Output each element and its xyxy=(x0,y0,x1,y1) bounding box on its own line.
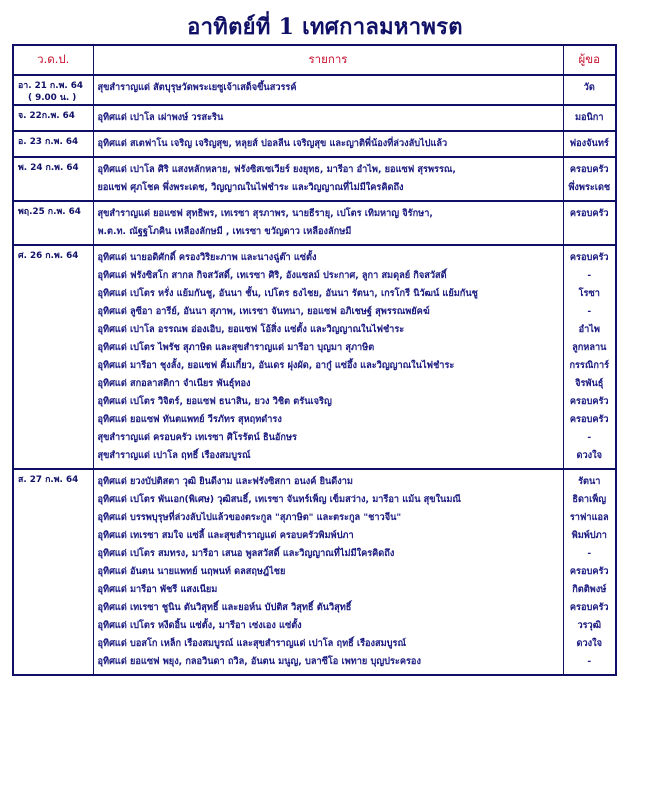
table-row xyxy=(13,105,616,131)
date-text: จ. 22ก.พ. 64 xyxy=(18,111,75,121)
requester-name: จิรพันธุ์ xyxy=(575,378,604,389)
intention-line: อุทิศแด่ สกอลาสติกา จำเนียร พันธุ์ทอง xyxy=(97,378,251,389)
requester-cell xyxy=(563,201,616,245)
intention-line: พ.ต.ท. ณัฐฐโภคิน เหลืองลักษมี , เทเรซา ขวัญดาว เหลืองลักษมี xyxy=(97,226,352,237)
requester-name: - xyxy=(587,656,592,667)
intention-line: สุขสำราญแด่ ครอบครัว เทเรซา ศิโรรัตน์ ธินอักษร xyxy=(97,432,297,443)
date-text: อ. 23 ก.พ. 64 xyxy=(18,137,79,147)
table-row xyxy=(13,157,616,201)
requester-cell xyxy=(563,469,616,675)
intention-line: สุขสำราญแด่ สัตบุรุษวัดพระเยซูเจ้าเสด็จขึ้นสวรรค์ xyxy=(97,82,297,93)
requester-name: ครอบครัว xyxy=(569,566,609,577)
intention-line: อุทิศแด่ บอสโก เหล็ก เรืองสมบูรณ์ และสุขสำราญแด่ เปาโล ฤทธิ์ เรืองสมบูรณ์ xyxy=(97,638,406,649)
date-text: ศ. 26 ก.พ. 64 xyxy=(18,251,79,261)
date-cell xyxy=(13,201,93,245)
table-row xyxy=(13,75,616,105)
requester-name: - xyxy=(587,548,592,559)
intention-line: อุทิศแด่ ยอแซฟ พยุง, กลอวินดา ถวิล, อันตน มนูญ, บลาซีโอ เพทาย บุญประครอง xyxy=(97,656,421,667)
requester-name: ดวงใจ xyxy=(576,638,602,649)
requester-cell xyxy=(563,245,616,469)
table-row xyxy=(13,201,616,245)
date-cell xyxy=(13,105,93,131)
date-text: พ. 24 ก.พ. 64 xyxy=(18,163,79,173)
table-row xyxy=(13,469,616,675)
requester-name: มอนิกา xyxy=(574,112,604,123)
intention-line: อุทิศแด่ ลูซีอา อารีย์, อันนา สุภาพ, เทเรซา จันทนา, ยอแซฟ อภิเชษฐ์ สุพรรณพยัคฆ์ xyxy=(97,306,430,317)
intention-line: อุทิศแด่ เปโตร หรั่ง แย้มกันชู, อันนา ชั้น, เปโตร ธงไชย, อันนา รัตนา, เกรโกรี นิวัฒน์ แย้มกันชู xyxy=(97,288,478,299)
items-cell xyxy=(93,469,563,675)
date-cell xyxy=(13,469,93,675)
intention-line: อุทิศแด่ เปโตร ไพรัช สุภาษิต และสุขสำราญแด่ มารีอา บุญมา สุภาษิต xyxy=(97,342,375,353)
items-cell xyxy=(93,75,563,105)
date-text: พฤ.25 ก.พ. 64 xyxy=(18,207,81,217)
date-text: ส. 27 ก.พ. 64 xyxy=(18,475,79,485)
intention-line: อุทิศแด่ นายอดิศักดิ์ ครองวิริยะภาพ และนางฉู่ต๊า แซ่ตั้ง xyxy=(97,252,317,263)
header-items: รายการ xyxy=(93,45,563,75)
requester-name: วัด xyxy=(583,82,595,93)
items-cell xyxy=(93,201,563,245)
date-cell xyxy=(13,157,93,201)
intention-line: อุทิศแด่ เปาโล เผ่าพงษ์ วรสะริน xyxy=(97,112,224,123)
requester-name: ธิดาเพ็ญ xyxy=(572,494,607,505)
requester-cell xyxy=(563,75,616,105)
intention-line: สุขสำราญแด่ ยอแซฟ สุทธิพร, เทเรซา สุรภาพร, นายธีรายุ, เปโตร เทิมหาญ จิรักษา, xyxy=(97,208,433,219)
intention-line: อุทิศแด่ ฟรังซิสโก สากล กิจสวัสดิ์, เทเรซา ศิริ, อังแซลม์ ประกาศ, ลูกา สมดุลย์ กิจสวัสดิ์ xyxy=(97,270,447,281)
table-row xyxy=(13,131,616,157)
intention-line: อุทิศแด่ ยวงบัปติสตา วุฒิ ยินดีงาม และฟรังซิสกา อนงค์ ยินดีงาม xyxy=(97,476,353,487)
table-header-row xyxy=(13,45,616,75)
requester-name: ราฟาแอล xyxy=(569,512,609,523)
requester-name: ครอบครัว xyxy=(569,602,609,613)
requester-name: ครอบครัว xyxy=(569,414,609,425)
requester-name: - xyxy=(587,432,592,443)
requester-name: ครอบครัว xyxy=(569,396,609,407)
requester-name: วรวุฒิ xyxy=(577,620,602,631)
requester-name: กิตติพงษ์ xyxy=(572,584,607,595)
intention-line: อุทิศแด่ มารีอา ชุงลั้ง, ยอแซฟ คิ้มเกี๋ยว, อันเดร ฝุงผัด, อากู๋ แซ่อึ้ง และวิญญาณในไฟชำระ xyxy=(97,360,455,371)
intention-line: อุทิศแด่ ยอแซฟ ทันตแพทย์ วีรภัทร สุหฤทดำรง xyxy=(97,414,282,425)
requester-cell xyxy=(563,105,616,131)
items-cell xyxy=(93,131,563,157)
table-row xyxy=(13,245,616,469)
requester-name: พิมพ์ปภา xyxy=(571,530,607,541)
items-cell xyxy=(93,245,563,469)
date-time: ( 9.00 น. ) xyxy=(28,93,77,103)
intention-line: อุทิศแด่ เปาโล ศิริ แสงหลักหลาย, ฟรังซิสเซเวียร์ ยงยุทธ, มารีอา อำไพ, ยอแซฟ สุรพรรณ, xyxy=(97,164,456,175)
items-cell xyxy=(93,105,563,131)
intention-line: ยอแซฟ ศุภโชค พึ่งพระเดช, วิญญาณในไฟชำระ และวิญญาณที่ไม่มีใครคิดถึง xyxy=(97,182,404,193)
requester-name: พึ่งพระเดช xyxy=(568,182,611,193)
requester-cell xyxy=(563,131,616,157)
page-title: อาทิตย์ที่ 1 เทศกาลมหาพรต xyxy=(187,14,463,40)
intention-line: อุทิศแด่ เปโตร สมทรง, มารีอา เสนอ พูลสวัสดิ์ และวิญญาณที่ไม่มีใครคิดถึง xyxy=(97,548,395,559)
date-text: อา. 21 ก.พ. 64 xyxy=(18,81,84,91)
requester-name: อำไพ xyxy=(578,324,600,335)
intention-line: อุทิศแด่ บรรพบุรุษที่ล่วงลับไปแล้วของตระกูล "สุภาษิต" และตระกูล "ชาวจีน" xyxy=(97,512,402,523)
intention-line: อุทิศแด่ เปโตร พันเอก(พิเศษ) วุฒิสนธิ์, เทเรซา จันทร์เพ็ญ เข็มสว่าง, มารีอา แม้น สุขในมณี xyxy=(97,494,461,505)
requester-name: รัตนา xyxy=(578,476,601,487)
header-date: ว.ด.ป. xyxy=(13,45,93,75)
requester-name: ดวงใจ xyxy=(576,450,602,461)
date-cell xyxy=(13,131,93,157)
requester-name: ลูกหลาน xyxy=(572,342,607,353)
mass-intention-table xyxy=(12,44,617,676)
intention-line: อุทิศแด่ เปโตร หงีดอิ้น แซ่ตั้ง, มารีอา เซ่งเอง แซ่ตั้ง xyxy=(97,620,302,631)
intention-line: อุทิศแด่ มารีอา พัชรี แสงเนียม xyxy=(97,584,218,595)
requester-name: - xyxy=(587,270,592,281)
date-cell xyxy=(13,75,93,105)
requester-name: ครอบครัว xyxy=(569,208,609,219)
intention-line: อุทิศแด่ เปโตร วิจิตร์, ยอแซฟ ธนาสิน, ยวง วิชิต ตรันเจริญ xyxy=(97,396,332,407)
requester-cell xyxy=(563,157,616,201)
requester-name: โรซา xyxy=(578,288,600,299)
items-cell xyxy=(93,157,563,201)
requester-name: ครอบครัว xyxy=(569,252,609,263)
intention-line: อุทิศแด่ เปาโล อรรณพ อ่องเอิบ, ยอแซฟ โอ้สิ่ง แซ่ตั้ง และวิญญาณในไฟชำระ xyxy=(97,324,405,335)
intention-line: อุทิศแด่ อันตน นายแพทย์ นฤพนท์ ดลสฤษฎ์ไชย xyxy=(97,566,286,577)
intention-line: อุทิศแด่ เทเรซา สมใจ แซ่ลี้ และสุขสำราญแด่ ครอบครัวพิมพ์ปภา xyxy=(97,530,354,541)
date-cell xyxy=(13,245,93,469)
header-requester: ผู้ขอ xyxy=(563,45,616,75)
intention-line: อุทิศแด่ เทเรซา ชูนิน ตันวิสุทธิ์ และยอห์น บัปติส วิสุทธิ์ ตันวิสุทธิ์ xyxy=(97,602,352,613)
intention-line: อุทิศแด่ สเตฟาโน เจริญ เจริญสุข, หลุยส์ ปอลลีน เจริญสุข และญาติพี่น้องที่ล่วงลับไปแล้ว xyxy=(97,138,448,149)
requester-name: กรรณิการ์ xyxy=(569,360,610,371)
requester-name: ฟองจันทร์ xyxy=(569,138,609,149)
intention-line: สุขสำราญแด่ เปาโล ฤทธิ์ เรืองสมบูรณ์ xyxy=(97,450,251,461)
requester-name: - xyxy=(587,306,592,317)
requester-name: ครอบครัว xyxy=(569,164,609,175)
